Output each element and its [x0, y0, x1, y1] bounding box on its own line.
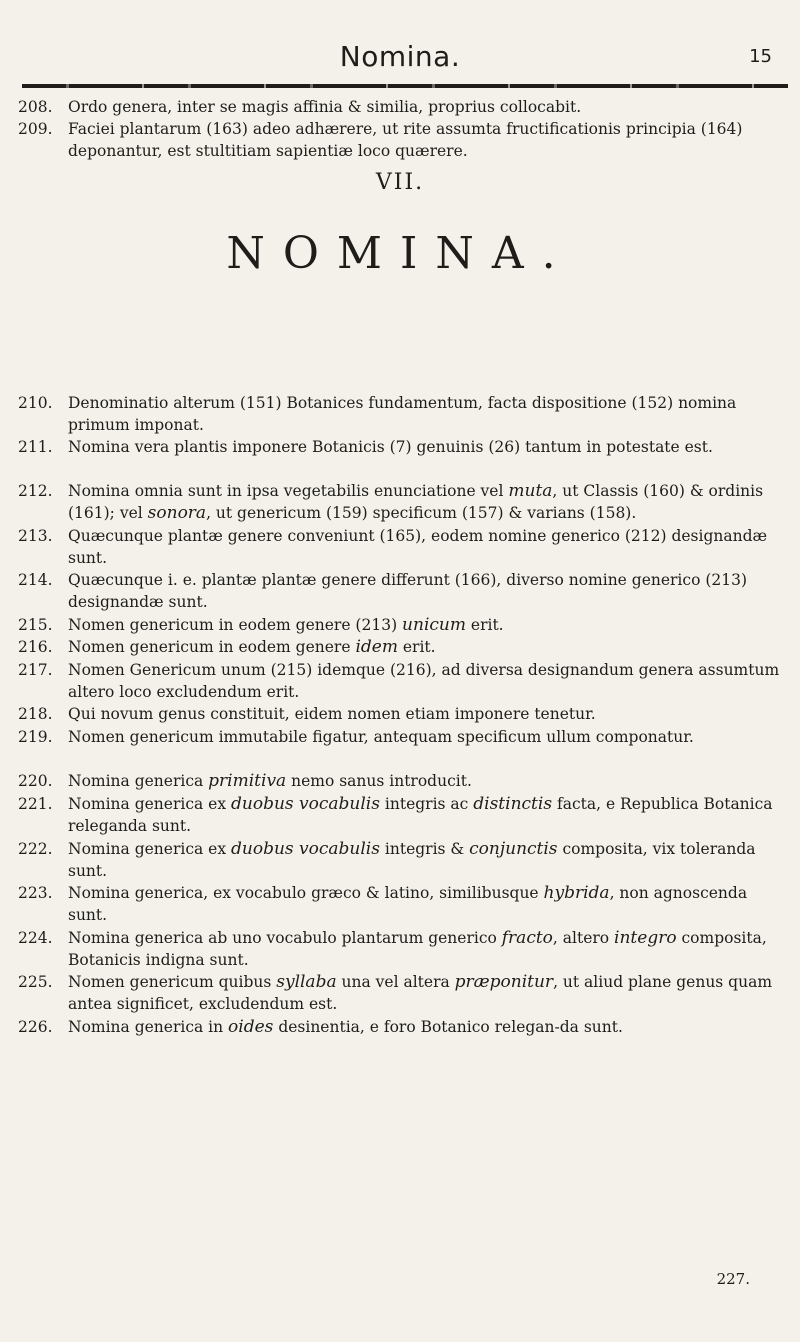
aphorism-text — [68, 636, 788, 658]
aphorism-number: 221. — [18, 795, 53, 813]
text-run: integris ac — [379, 795, 474, 813]
text-run: integris & — [379, 840, 470, 858]
aphorism-number: 225. — [18, 973, 53, 991]
chapter-title: NOMINA. — [226, 228, 574, 279]
text-run: Nomina generica, ex vocabulo græco & latino, similibusque — [68, 884, 544, 902]
aphorism-220 — [18, 770, 788, 792]
aphorism-number: 216. — [18, 638, 53, 656]
text-run: Nomina vera plantis imponere Botanicis (7) genuinis (26) tantum in potestate est. — [68, 438, 713, 456]
italic-term: hybrida — [543, 883, 610, 903]
catchword: 227. — [716, 1270, 750, 1288]
aphorism-text — [68, 1016, 788, 1038]
aphorism-223 — [18, 882, 788, 926]
text-run: , altero — [552, 929, 615, 947]
aphorism-text — [68, 569, 788, 613]
text-run: erit. — [397, 638, 436, 656]
text-run: Nomen genericum quibus — [68, 973, 277, 991]
aphorism-210 — [18, 392, 788, 436]
aphorism-number: 219. — [18, 728, 53, 746]
aphorism-214 — [18, 569, 788, 613]
italic-term: fracto — [501, 928, 553, 948]
aphorism-text — [68, 436, 788, 458]
italic-term: distinctis — [473, 794, 553, 814]
text-run: Nomen genericum in eodem genere (213) — [68, 616, 403, 634]
aphorism-216 — [18, 636, 788, 658]
aphorism-211 — [18, 436, 788, 458]
aphorism-text: Faciei plantarum (163) adeo adhærere, ut rite assumta fructificationis principia (164) deponantur, est stultitiam sapientiæ loco quærere. — [68, 120, 743, 160]
italic-term: primitiva — [208, 771, 287, 791]
text-run: Nomina generica ab uno vocabulo plantarum generico — [68, 929, 502, 947]
aphorism-text — [68, 659, 788, 703]
aphorism-text — [68, 525, 788, 569]
italic-term: oides — [228, 1017, 274, 1037]
italic-term: unicum — [402, 615, 466, 635]
italic-term: idem — [355, 637, 398, 657]
text-run: Nomina generica — [68, 772, 209, 790]
text-run: composita, Botanicis indigna sunt. — [68, 929, 767, 969]
text-run: composita, vix toleranda sunt. — [68, 840, 756, 880]
aphorism-number: 218. — [18, 705, 53, 723]
aphorism-215 — [18, 614, 788, 636]
aphorism-213 — [18, 525, 788, 569]
text-run: Nomina generica ex — [68, 840, 232, 858]
text-run: facta, e Republica Botanica releganda sunt. — [68, 795, 773, 835]
header-rule — [22, 84, 788, 88]
text-run: Quæcunque plantæ genere conveniunt (165), eodem nomine generico (212) designandæ sunt. — [68, 527, 768, 567]
italic-term: duobus vocabulis — [231, 839, 380, 859]
aphorism-text — [68, 614, 788, 636]
aphorism-number: 226. — [18, 1018, 53, 1036]
text-run: Denominatio alterum (151) Botanices fundamentum, facta dispositione (152) nomina primum imponat. — [68, 394, 737, 434]
aphorism-221 — [18, 793, 788, 837]
aphorism-text — [68, 971, 788, 1015]
aphorism-text — [68, 726, 788, 748]
aphorism-number: 215. — [18, 616, 53, 634]
aphorism-number: 224. — [18, 929, 53, 947]
text-run: Nomina generica in — [68, 1018, 229, 1036]
aphorism-number: 223. — [18, 884, 53, 902]
aphorism-number: 217. — [18, 661, 53, 679]
aphorism-225 — [18, 971, 788, 1015]
aphorism-text — [68, 703, 788, 725]
text-run: una vel altera — [336, 973, 455, 991]
italic-term: muta — [508, 481, 553, 501]
aphorism-212 — [18, 480, 788, 524]
text-run: Nomina generica ex — [68, 795, 232, 813]
aphorism-224 — [18, 927, 788, 971]
running-title: Nomina. — [339, 40, 461, 73]
italic-term: conjunctis — [469, 839, 558, 859]
aphorism-209 — [18, 118, 788, 162]
aphorism-217 — [18, 659, 788, 703]
text-run: Nomen genericum immutabile figatur, antequam specificum ullum componatur. — [68, 728, 694, 746]
italic-term: integro — [614, 928, 677, 948]
page-number: 15 — [749, 46, 772, 67]
aphorism-number: 214. — [18, 571, 53, 589]
aphorism-number: 213. — [18, 527, 53, 545]
aphorism-208 — [18, 96, 788, 118]
aphorism-text — [68, 793, 788, 837]
aphorism-219 — [18, 726, 788, 748]
italic-term: syllaba — [276, 972, 337, 992]
text-run: , ut genericum (159) specificum (157) & varians (158). — [206, 504, 637, 522]
text-run: Nomina omnia sunt in ipsa vegetabilis enunciatione vel — [68, 482, 509, 500]
italic-term: sonora — [147, 503, 207, 523]
aphorism-text — [68, 480, 788, 524]
text-run: erit. — [465, 616, 504, 634]
text-run: Nomen Genericum unum (215) idemque (216), ad diversa designandum genera assumtum altero loco excludendum erit. — [68, 661, 780, 701]
aphorism-number: 222. — [18, 840, 53, 858]
text-run: nemo sanus introducit. — [286, 772, 472, 790]
aphorism-text — [68, 838, 788, 882]
aphorism-number: 212. — [18, 482, 53, 500]
aphorism-number: 208. — [18, 98, 53, 116]
running-head — [0, 40, 800, 80]
text-run: , ut aliud plane genus quam antea significet, excludendum est. — [68, 973, 773, 1013]
italic-term: præponitur — [454, 972, 554, 992]
chapter-number: VII. — [375, 170, 425, 195]
text-run: Nomen genericum in eodem genere — [68, 638, 356, 656]
aphorism-number: 210. — [18, 394, 53, 412]
aphorism-226 — [18, 1016, 788, 1038]
text-run: desinentia, e foro Botanico relegan-da sunt. — [273, 1018, 623, 1036]
text-run: Quæcunque i. e. plantæ plantæ genere differunt (166), diverso nomine generico (213) designandæ sunt. — [68, 571, 748, 611]
aphorism-text — [68, 882, 788, 926]
aphorism-number: 211. — [18, 438, 53, 456]
aphorism-text — [68, 392, 788, 436]
aphorism-number: 220. — [18, 772, 53, 790]
aphorism-text — [68, 927, 788, 971]
aphorism-text — [68, 770, 788, 792]
text-run: Qui novum genus constituit, eidem nomen etiam imponere tenetur. — [68, 705, 596, 723]
text-run: , ut Classis (160) & ordinis (161); vel — [68, 482, 764, 522]
italic-term: duobus vocabulis — [231, 794, 380, 814]
aphorism-222 — [18, 838, 788, 882]
aphorism-text: Ordo genera, inter se magis affinia & similia, proprius collocabit. — [68, 98, 582, 116]
text-run: , non agnoscenda sunt. — [68, 884, 748, 924]
aphorism-number: 209. — [18, 120, 53, 138]
aphorism-218 — [18, 703, 788, 725]
